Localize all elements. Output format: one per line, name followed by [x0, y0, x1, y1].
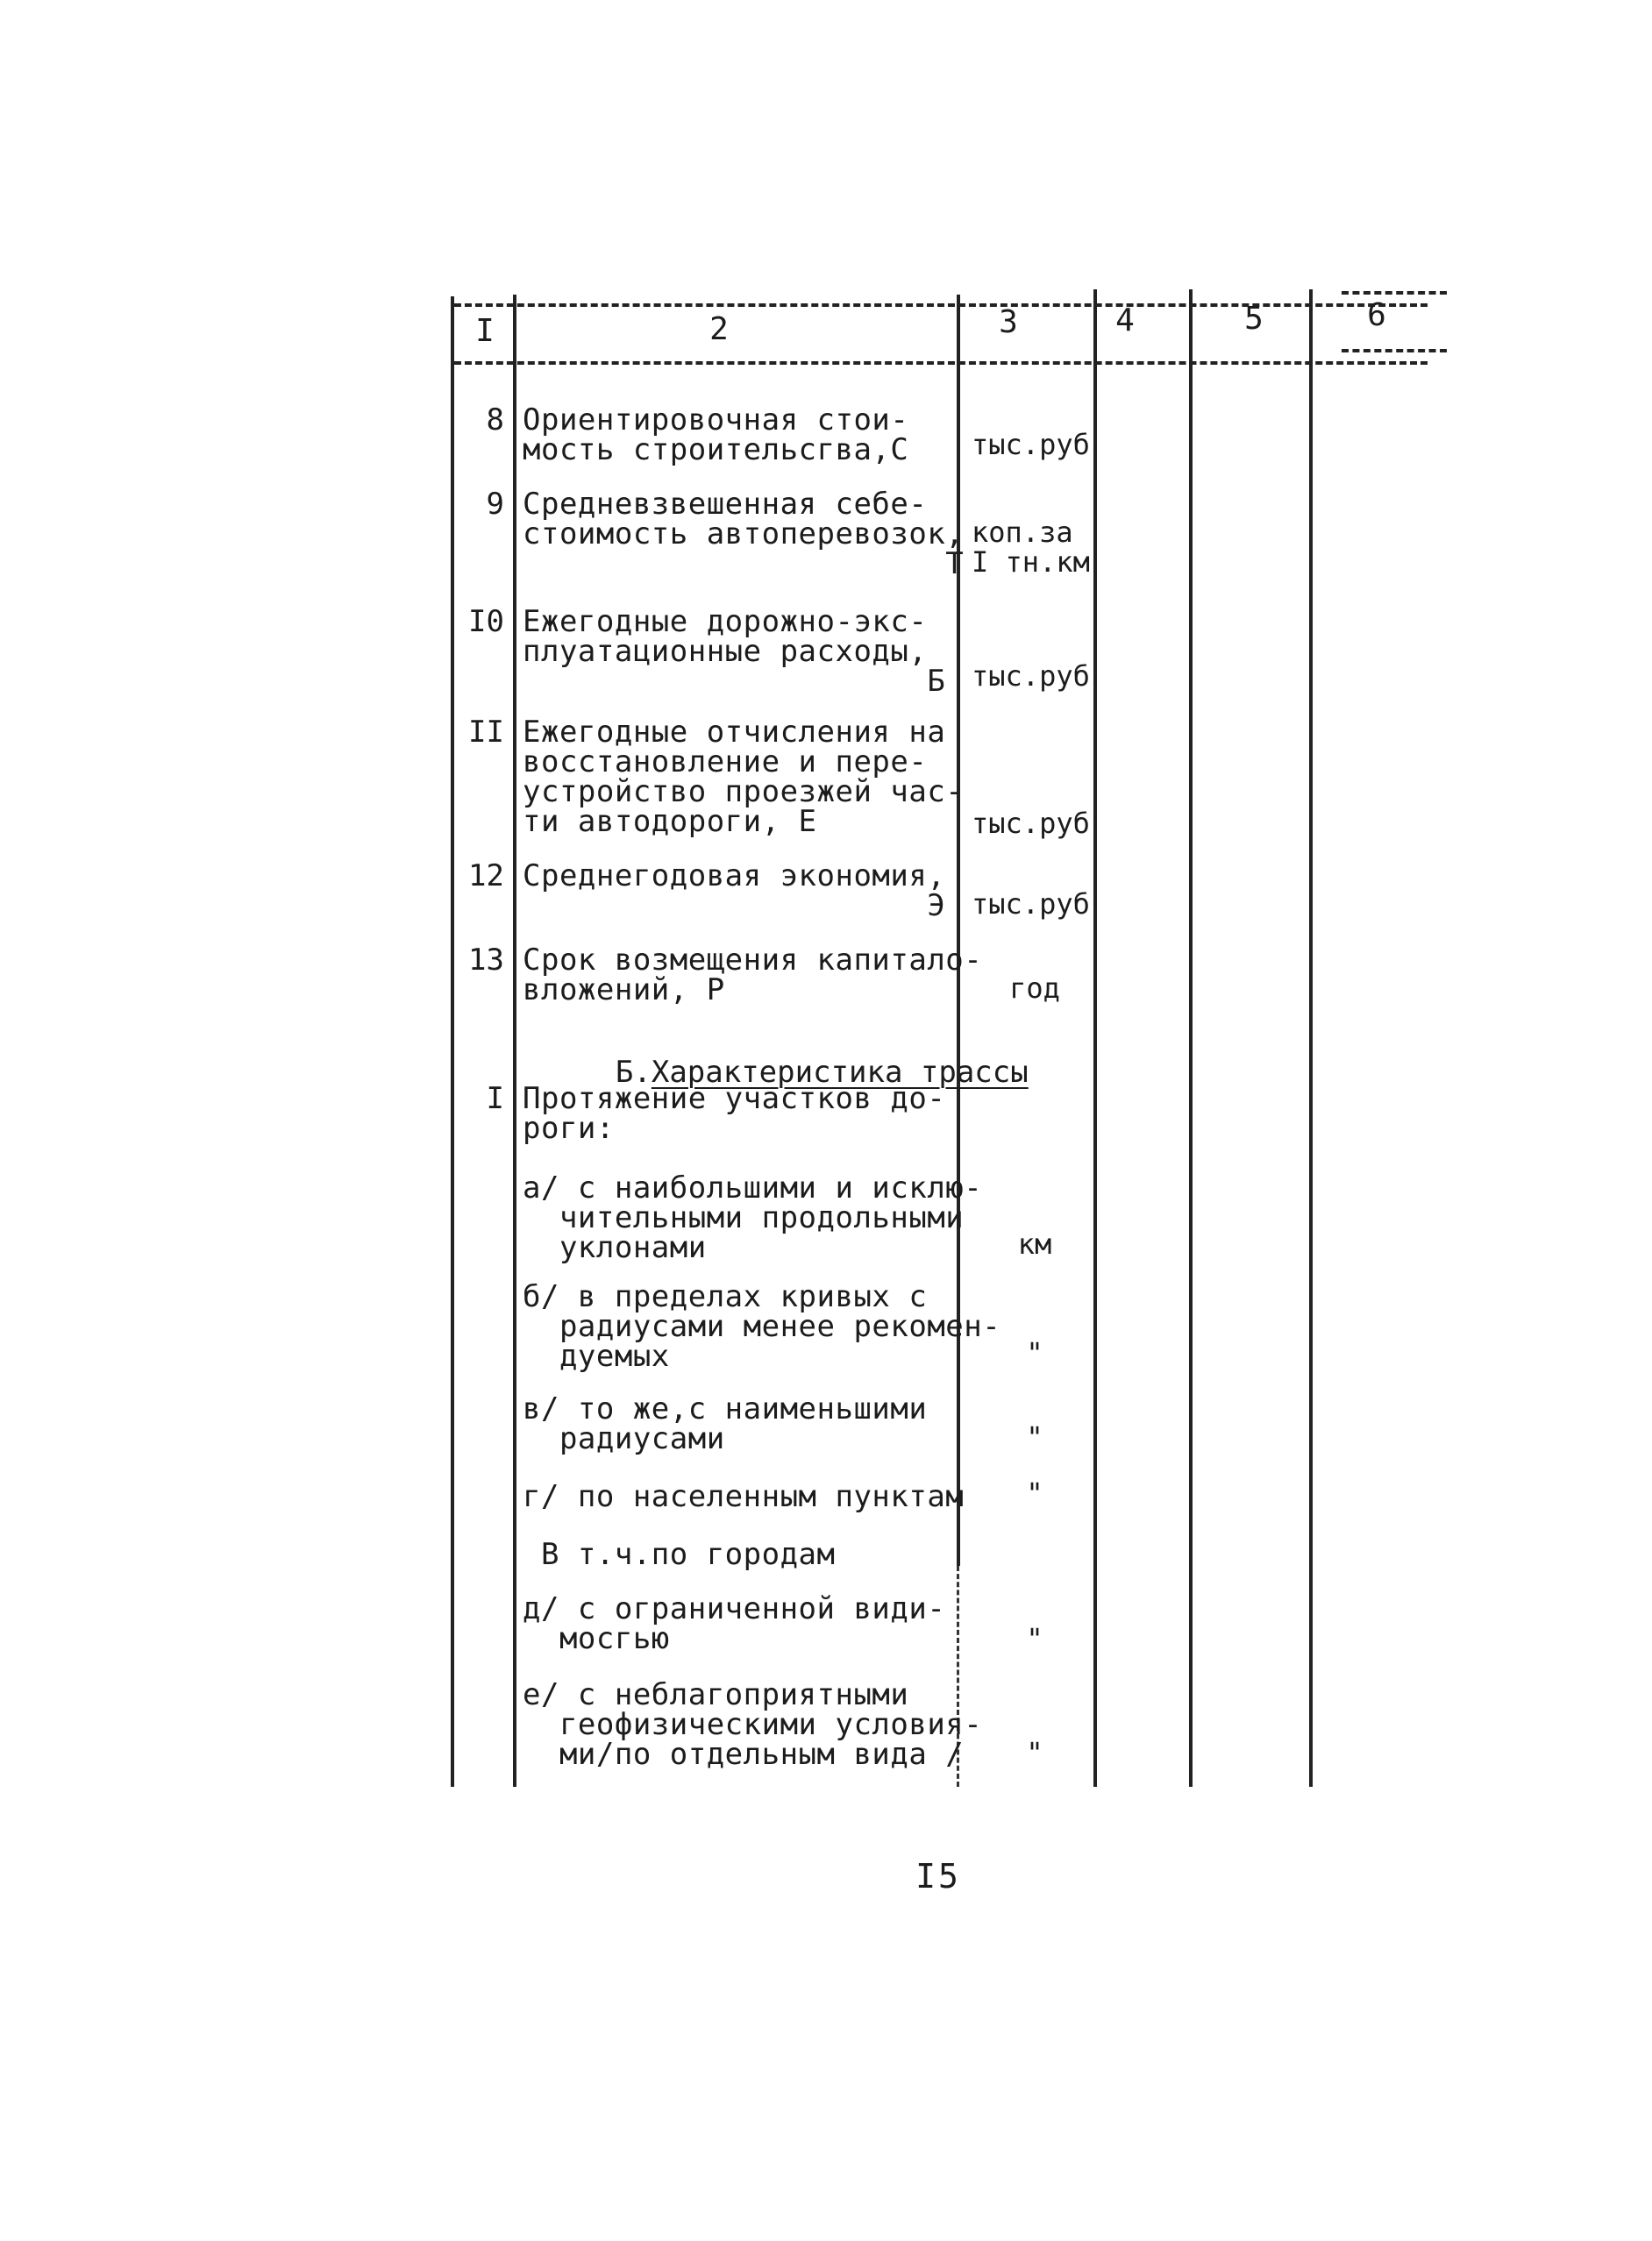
row-number: II [468, 715, 504, 750]
section-prefix: Б. [615, 1055, 652, 1090]
row-description: Протяжение участков до- роги: [523, 1081, 946, 1146]
row-unit: " [1026, 1420, 1043, 1454]
header-col-2: 2 [709, 311, 729, 347]
row-unit: тыс.руб [972, 659, 1090, 693]
row-unit: " [1026, 1736, 1043, 1769]
row-unit: км [1017, 1227, 1052, 1261]
row-description: Ориентировочная стои- мость строительсгва,С [523, 402, 909, 467]
row-unit: тыс.руб [972, 428, 1090, 461]
section-title: Характеристика трассы [651, 1055, 1029, 1090]
row-number: 13 [468, 943, 504, 978]
row-unit: тыс.руб [972, 807, 1090, 840]
column-rule-1-2 [513, 295, 516, 1787]
row-unit: " [1026, 1476, 1043, 1510]
row-number: 12 [468, 858, 504, 893]
row-unit: " [1026, 1622, 1043, 1655]
column-rule-left [451, 296, 454, 1787]
row-description: Средневзвешенная себе- стоимость автоперевозок, Т [523, 487, 965, 581]
header-col-5: 5 [1244, 301, 1264, 337]
row-description: д/ с ограниченной види- мосгью [523, 1591, 946, 1656]
row-unit: год [1009, 971, 1060, 1005]
row-description: Среднегодовая экономия, Э [523, 858, 946, 923]
header-col-3: 3 [999, 304, 1018, 340]
row-number: I [486, 1081, 504, 1116]
row-unit: " [1026, 1336, 1043, 1370]
header-bottom-rule-right [1342, 349, 1447, 352]
row-description: Ежегодные дорожно-экс- плуатационные расходы, Б [523, 604, 946, 699]
row-number: 9 [486, 487, 504, 522]
header-top-rule-right [1342, 291, 1447, 295]
row-description: е/ с неблагоприятными геофизическими условия- ми/по отдельным вида / [523, 1677, 983, 1772]
header-col-1: I [475, 313, 495, 349]
row-number: I0 [468, 604, 504, 639]
column-rule-5-6 [1309, 289, 1313, 1787]
row-description: в/ то же,с наименьшими радиусами [523, 1391, 928, 1456]
row-description: б/ в пределах кривых с радиусами менее рекомен- дуемых [523, 1279, 1001, 1374]
header-top-rule [454, 303, 1428, 307]
row-unit: тыс.руб [972, 887, 1090, 921]
header-bottom-rule [454, 361, 1428, 365]
row-description: а/ с наибольшими и исклю- чительными продольными уклонами [523, 1170, 983, 1265]
column-rule-2-3 [957, 295, 960, 1566]
page-number: I5 [915, 1857, 961, 1896]
column-rule-4-5 [1189, 289, 1193, 1787]
header-col-6: 6 [1367, 297, 1386, 333]
row-number: 8 [486, 402, 504, 438]
row-description: Срок возмещения капитало- вложений, Р [523, 943, 983, 1007]
column-rule-3-4 [1093, 289, 1097, 1787]
header-col-4: 4 [1115, 302, 1135, 338]
row-description: г/ по населенным пунктам [523, 1479, 965, 1514]
row-description: В т.ч.по городам [523, 1537, 836, 1572]
row-description: Ежегодные отчисления на восстановление и пере- устройство проезжей час- ти автодороги, Е [523, 715, 965, 839]
row-unit: коп.за I тн.км [972, 516, 1090, 579]
